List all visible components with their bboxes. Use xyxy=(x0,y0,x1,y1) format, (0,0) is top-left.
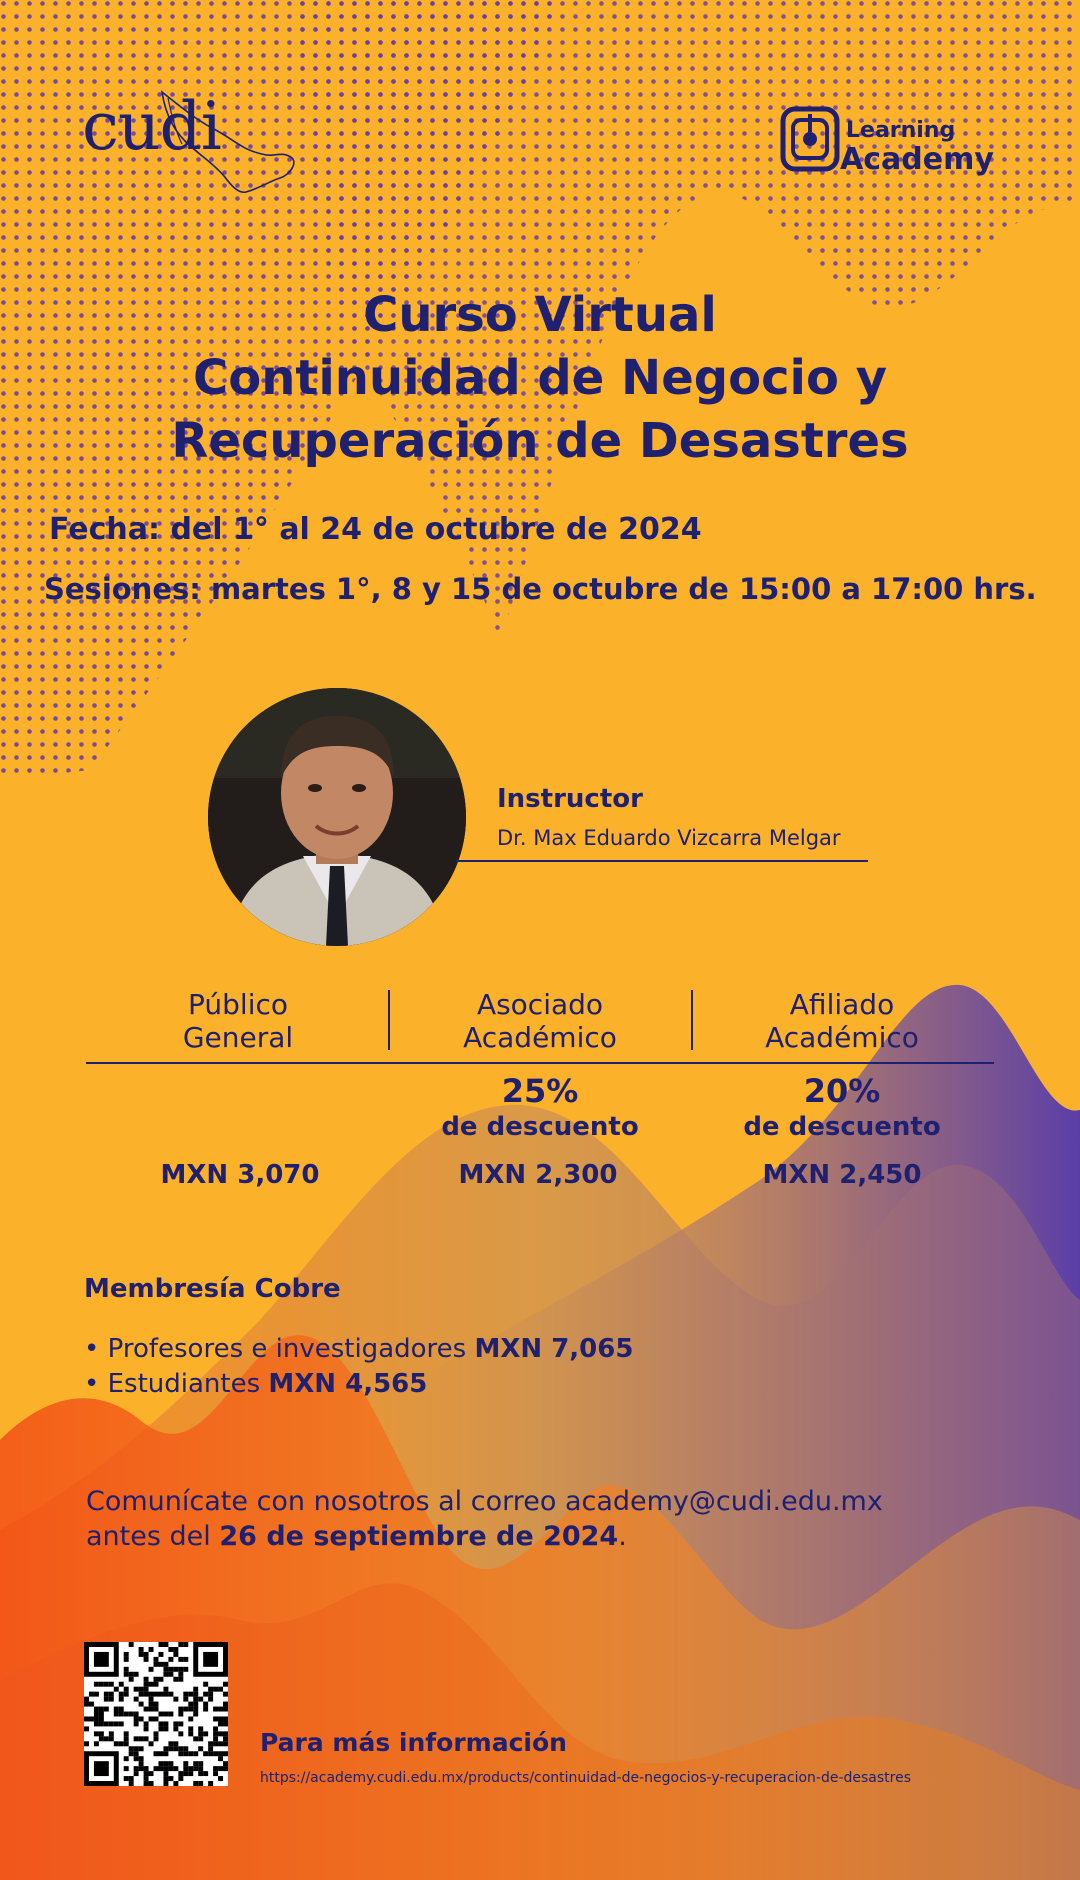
price-afiliado: MXN 2,450 xyxy=(762,1160,922,1190)
price-header-line1: Afiliado xyxy=(789,988,895,1021)
discount-percent-asociado: 25% xyxy=(501,1072,579,1110)
price-header-line2: Académico xyxy=(765,1021,919,1054)
contact-text xyxy=(86,1484,883,1554)
instructor-photo xyxy=(208,688,466,946)
cudi-logo-text: cudi xyxy=(82,88,221,165)
membership-item-profesores xyxy=(84,1334,633,1364)
price-publico: MXN 3,070 xyxy=(160,1160,320,1190)
price-header-asociado xyxy=(390,988,690,1054)
mexico-map-icon xyxy=(142,88,312,208)
course-dates: Fecha: del 1° al 24 de octubre de 2024 xyxy=(49,512,702,547)
membership-item-label: • Profesores e investigadores xyxy=(84,1334,475,1364)
membership-item-estudiantes xyxy=(84,1369,427,1399)
course-title-line3: Recuperación de Desastres xyxy=(171,413,909,469)
learning-academy-line1: Learning xyxy=(846,118,956,143)
course-sessions: Sesiones: martes 1°, 8 y 15 de octubre de 15:00 a 17:00 hrs. xyxy=(44,572,1037,606)
more-info-title: Para más información xyxy=(260,1728,567,1757)
price-table-rule xyxy=(86,1062,994,1064)
membership-item-price: MXN 7,065 xyxy=(474,1334,634,1364)
contact-line2 xyxy=(86,1519,883,1554)
price-header-publico xyxy=(88,988,388,1054)
price-header-line1: Asociado xyxy=(476,988,604,1021)
instructor-name: Dr. Max Eduardo Vizcarra Melgar xyxy=(497,826,841,850)
contact-deadline: 26 de septiembre de 2024 xyxy=(219,1521,619,1552)
instructor-portrait-image xyxy=(208,688,466,946)
contact-line1: Comunícate con nosotros al correo academy@cudi.edu.mx xyxy=(86,1486,883,1517)
instructor-underline xyxy=(456,860,868,862)
price-header-afiliado xyxy=(692,988,992,1054)
contact-prefix: antes del xyxy=(86,1521,220,1552)
membership-item-label: • Estudiantes xyxy=(84,1369,269,1399)
course-title-line1: Curso Virtual xyxy=(363,287,717,343)
more-info-url[interactable]: https://academy.cudi.edu.mx/products/continuidad-de-negocios-y-recuperacion-de-desastres xyxy=(260,1770,912,1786)
price-header-line2: Académico xyxy=(463,1021,617,1054)
discount-label-afiliado: de descuento xyxy=(743,1112,941,1142)
qr-code-icon xyxy=(84,1642,228,1786)
discount-percent-afiliado: 20% xyxy=(803,1072,881,1110)
course-title-line2: Continuidad de Negocio y xyxy=(193,350,887,406)
learning-academy-logo xyxy=(780,104,1000,184)
qr-code[interactable] xyxy=(84,1642,228,1786)
price-header-line2: General xyxy=(182,1021,294,1054)
course-title xyxy=(60,284,1020,473)
learning-academy-line2: Academy xyxy=(840,142,994,177)
price-header-line1: Público xyxy=(188,988,288,1021)
instructor-label: Instructor xyxy=(497,784,643,814)
price-asociado: MXN 2,300 xyxy=(458,1160,618,1190)
membership-title: Membresía Cobre xyxy=(84,1274,341,1304)
discount-label-asociado: de descuento xyxy=(441,1112,639,1142)
learning-academy-icon xyxy=(780,106,842,174)
membership-item-price: MXN 4,565 xyxy=(268,1369,428,1399)
cudi-logo xyxy=(82,88,312,208)
contact-suffix: . xyxy=(618,1521,627,1552)
